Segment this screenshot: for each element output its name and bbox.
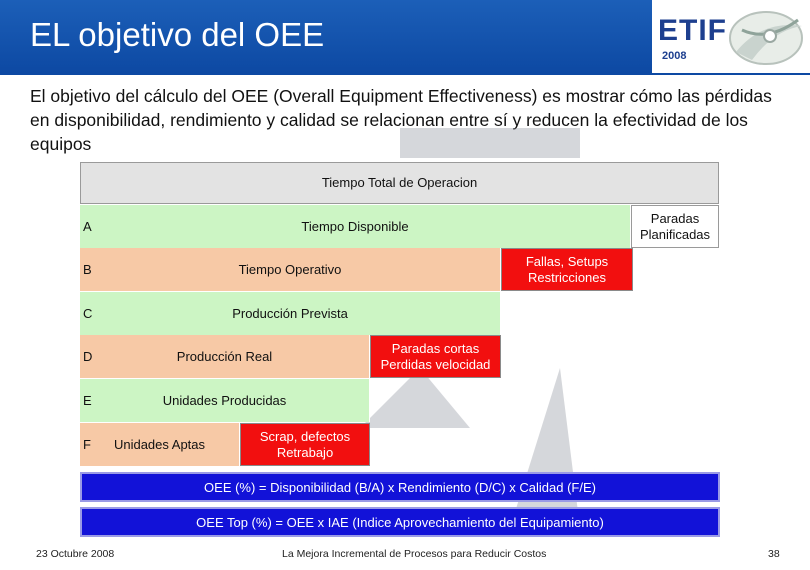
diagram-row-c xyxy=(80,292,501,335)
actual-production-cell xyxy=(80,335,370,378)
diagram-row-b xyxy=(80,248,633,291)
short-stops-label: Paradas cortas Perdidas velocidad xyxy=(380,340,491,372)
oee-top-formula-text: OEE Top (%) = OEE x IAE (Indice Aprovechamiento del Equipamiento) xyxy=(196,514,604,530)
diagram-row-f xyxy=(80,423,370,466)
logo-emblem-icon xyxy=(722,0,810,73)
diagram-row-e xyxy=(80,379,370,422)
planned-stops-label: Paradas Planificadas xyxy=(639,210,711,242)
row-letter: C xyxy=(83,305,93,321)
row-letter: E xyxy=(83,392,92,408)
oee-top-formula-bar xyxy=(80,507,720,537)
oee-formula-bar xyxy=(80,472,720,502)
logo-year: 2008 xyxy=(662,50,687,62)
header-divider xyxy=(0,73,810,75)
failures-setups-cell xyxy=(501,248,633,291)
row-letter: D xyxy=(83,348,93,364)
footer-date: 23 Octubre 2008 xyxy=(36,548,115,560)
available-time-cell xyxy=(80,205,631,248)
produced-units-label: Unidades Producidas xyxy=(162,392,287,408)
actual-production-label: Producción Real xyxy=(176,348,273,364)
oee-formula-text: OEE (%) = Disponibilidad (B/A) x Rendimiento (D/C) x Calidad (F/E) xyxy=(204,479,596,495)
produced-units-cell xyxy=(80,379,370,422)
operating-time-cell xyxy=(80,248,501,291)
row-letter: F xyxy=(83,436,91,452)
intro-paragraph: El objetivo del cálculo del OEE (Overall Equipment Effectiveness) es mostrar cómo las pérdidas en disponibilidad, rendimiento y calidad se relacionan entre sí y reducen la efectividad de los equipos xyxy=(30,86,772,154)
oee-diagram xyxy=(80,162,720,538)
logo-text: ETIF xyxy=(658,14,727,47)
good-units-label: Unidades Aptas xyxy=(113,436,206,452)
title-bar xyxy=(0,0,652,73)
footer-center-text: La Mejora Incremental de Procesos para Reducir Costos xyxy=(282,548,547,560)
row-letter: B xyxy=(83,261,92,277)
scrap-defects-label: Scrap, defectos Retrabajo xyxy=(259,428,351,460)
good-units-cell xyxy=(80,423,240,466)
total-time-label: Tiempo Total de Operacion xyxy=(321,175,478,190)
etif-logo xyxy=(652,0,810,73)
diagram-row-a xyxy=(80,205,719,248)
planned-production-cell xyxy=(80,292,501,335)
row-letter: A xyxy=(83,218,92,234)
available-time-label: Tiempo Disponible xyxy=(301,218,409,234)
operating-time-label: Tiempo Operativo xyxy=(238,261,342,277)
planned-production-label: Producción Prevista xyxy=(232,305,348,321)
failures-setups-label: Fallas, Setups Restricciones xyxy=(525,253,609,285)
slide-title: EL objetivo del OEE xyxy=(30,16,325,53)
diagram-row-total xyxy=(80,162,720,204)
scrap-defects-cell xyxy=(240,423,370,466)
footer-page-number: 38 xyxy=(768,548,780,560)
total-time-cell xyxy=(80,162,719,204)
diagram-row-d xyxy=(80,335,501,378)
short-stops-cell xyxy=(370,335,501,378)
planned-stops-cell xyxy=(631,205,719,248)
